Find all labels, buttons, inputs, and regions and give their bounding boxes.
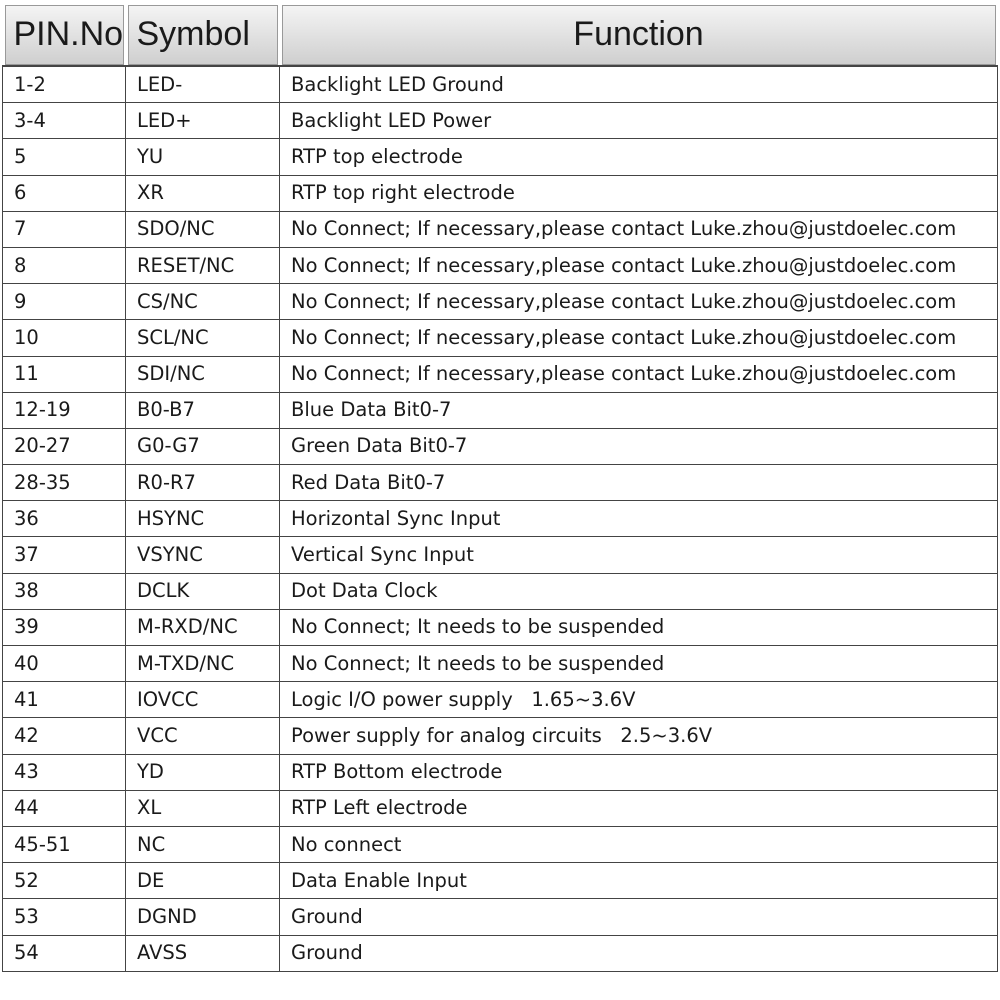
table-row [3, 573, 998, 609]
function-cell: Ground [280, 899, 998, 935]
function-cell: Green Data Bit0-7 [280, 428, 998, 464]
pin-number-cell: 6 [3, 175, 126, 211]
function-cell: Vertical Sync Input [280, 537, 998, 573]
table-row [3, 754, 998, 790]
pin-number-cell: 9 [3, 284, 126, 320]
function-cell: Dot Data Clock [280, 573, 998, 609]
table-row [3, 247, 998, 283]
pin-number-cell: 43 [3, 754, 126, 790]
symbol-cell: VSYNC [126, 537, 280, 573]
header-pin-no: PIN.No [3, 2, 126, 66]
pin-number-cell: 12-19 [3, 392, 126, 428]
symbol-cell: SDO/NC [126, 211, 280, 247]
table-row [3, 537, 998, 573]
pin-number-cell: 8 [3, 247, 126, 283]
table-row [3, 863, 998, 899]
table-row [3, 175, 998, 211]
symbol-cell: M-RXD/NC [126, 609, 280, 645]
table-row [3, 320, 998, 356]
table-row [3, 392, 998, 428]
table-row [3, 935, 998, 971]
function-cell: No Connect; It needs to be suspended [280, 609, 998, 645]
symbol-cell: RESET/NC [126, 247, 280, 283]
symbol-cell: XL [126, 790, 280, 826]
symbol-cell: R0-R7 [126, 465, 280, 501]
pin-number-cell: 44 [3, 790, 126, 826]
pin-number-cell: 54 [3, 935, 126, 971]
table-row [3, 609, 998, 645]
symbol-cell: B0-B7 [126, 392, 280, 428]
function-cell: Horizontal Sync Input [280, 501, 998, 537]
symbol-cell: M-TXD/NC [126, 646, 280, 682]
pin-number-cell: 42 [3, 718, 126, 754]
table-row [3, 718, 998, 754]
function-cell: Data Enable Input [280, 863, 998, 899]
table-row [3, 465, 998, 501]
pin-number-cell: 36 [3, 501, 126, 537]
symbol-cell: IOVCC [126, 682, 280, 718]
table-row [3, 501, 998, 537]
function-cell: No Connect; If necessary,please contact Luke.zhou@justdoelec.com [280, 211, 998, 247]
symbol-cell: DGND [126, 899, 280, 935]
table-row [3, 284, 998, 320]
function-cell: No Connect; If necessary,please contact Luke.zhou@justdoelec.com [280, 247, 998, 283]
header-function: Function [280, 2, 998, 66]
pin-number-cell: 39 [3, 609, 126, 645]
pin-number-cell: 1-2 [3, 66, 126, 103]
symbol-cell: XR [126, 175, 280, 211]
pin-number-cell: 52 [3, 863, 126, 899]
function-cell: RTP top electrode [280, 139, 998, 175]
symbol-cell: DCLK [126, 573, 280, 609]
function-cell: Red Data Bit0-7 [280, 465, 998, 501]
pin-number-cell: 41 [3, 682, 126, 718]
function-cell: Logic I/O power supply 1.65~3.6V [280, 682, 998, 718]
function-cell: Backlight LED Power [280, 103, 998, 139]
symbol-cell: G0-G7 [126, 428, 280, 464]
symbol-cell: YD [126, 754, 280, 790]
table-header [3, 2, 998, 66]
function-cell: Blue Data Bit0-7 [280, 392, 998, 428]
symbol-cell: VCC [126, 718, 280, 754]
table-row [3, 103, 998, 139]
table-row [3, 682, 998, 718]
symbol-cell: DE [126, 863, 280, 899]
pin-number-cell: 20-27 [3, 428, 126, 464]
pin-number-cell: 10 [3, 320, 126, 356]
table-row [3, 356, 998, 392]
function-cell: RTP top right electrode [280, 175, 998, 211]
table-row [3, 790, 998, 826]
pin-number-cell: 40 [3, 646, 126, 682]
function-cell: RTP Bottom electrode [280, 754, 998, 790]
symbol-cell: CS/NC [126, 284, 280, 320]
pin-number-cell: 11 [3, 356, 126, 392]
function-cell: No connect [280, 826, 998, 862]
function-cell: RTP Left electrode [280, 790, 998, 826]
function-cell: No Connect; It needs to be suspended [280, 646, 998, 682]
table-row [3, 826, 998, 862]
pin-number-cell: 28-35 [3, 465, 126, 501]
table-row [3, 646, 998, 682]
function-cell: Power supply for analog circuits 2.5~3.6V [280, 718, 998, 754]
symbol-cell: SCL/NC [126, 320, 280, 356]
pin-definition-table [2, 2, 998, 972]
table-row [3, 428, 998, 464]
pin-number-cell: 38 [3, 573, 126, 609]
symbol-cell: LED+ [126, 103, 280, 139]
function-cell: Backlight LED Ground [280, 66, 998, 103]
function-cell: Ground [280, 935, 998, 971]
header-symbol: Symbol [126, 2, 280, 66]
symbol-cell: SDI/NC [126, 356, 280, 392]
table-row [3, 899, 998, 935]
table-row [3, 211, 998, 247]
function-cell: No Connect; If necessary,please contact Luke.zhou@justdoelec.com [280, 320, 998, 356]
pin-number-cell: 45-51 [3, 826, 126, 862]
table-row [3, 66, 998, 103]
function-cell: No Connect; If necessary,please contact Luke.zhou@justdoelec.com [280, 356, 998, 392]
pin-number-cell: 37 [3, 537, 126, 573]
symbol-cell: NC [126, 826, 280, 862]
pin-number-cell: 3-4 [3, 103, 126, 139]
function-cell: No Connect; If necessary,please contact Luke.zhou@justdoelec.com [280, 284, 998, 320]
header-row [3, 2, 998, 66]
pin-number-cell: 53 [3, 899, 126, 935]
pin-number-cell: 5 [3, 139, 126, 175]
table-body [3, 66, 998, 971]
pin-number-cell: 7 [3, 211, 126, 247]
symbol-cell: LED- [126, 66, 280, 103]
symbol-cell: AVSS [126, 935, 280, 971]
symbol-cell: YU [126, 139, 280, 175]
symbol-cell: HSYNC [126, 501, 280, 537]
table-row [3, 139, 998, 175]
